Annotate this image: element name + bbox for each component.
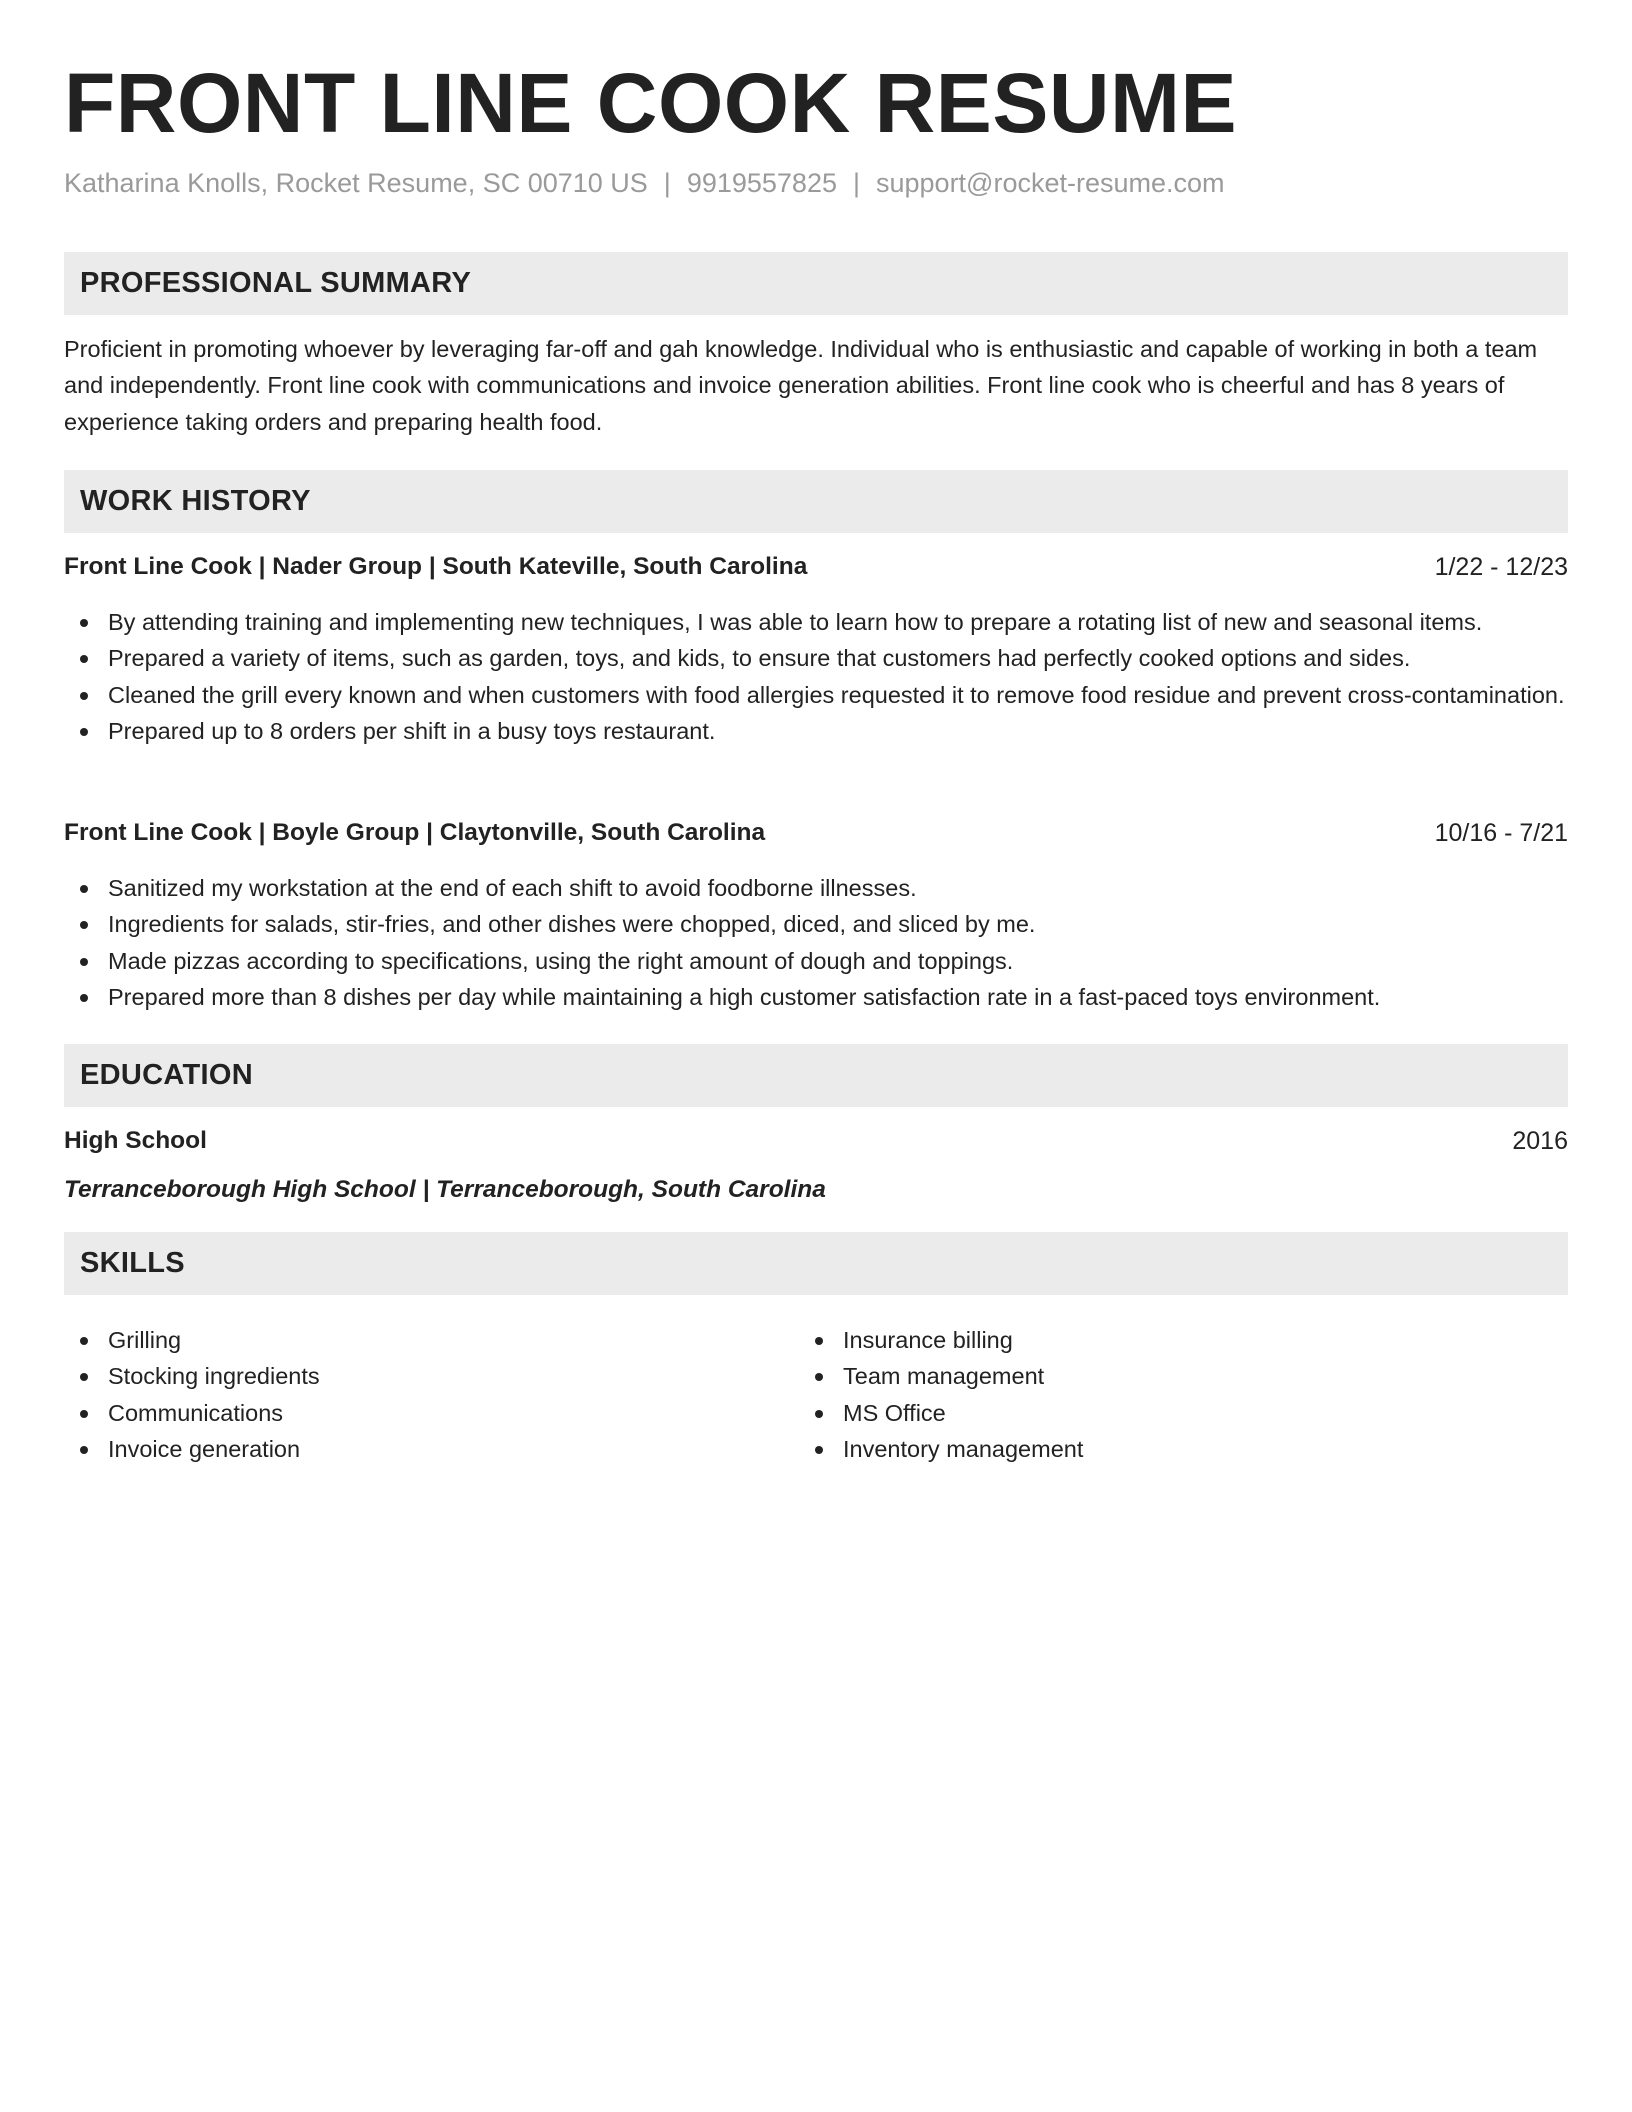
skill-item: Inventory management (799, 1431, 1539, 1467)
skill-item: Grilling (64, 1322, 804, 1358)
contact-email: support@rocket-resume.com (876, 168, 1225, 198)
section-heading-work-history: WORK HISTORY (64, 470, 1568, 533)
list-item: Made pizzas according to specifications, using the right amount of dough and toppings. (64, 943, 1568, 979)
list-item: Cleaned the grill every known and when customers with food allergies requested it to remove food residue and prevent cross-contamination. (64, 677, 1568, 713)
contact-line (64, 165, 1225, 201)
skills-list-left (64, 1322, 804, 1467)
job-bullets (64, 870, 1568, 1015)
job-header (64, 815, 1568, 851)
section-heading-summary: PROFESSIONAL SUMMARY (64, 252, 1568, 315)
job-title: Front Line Cook | Boyle Group | Claytonville, South Carolina (64, 819, 766, 846)
list-item: By attending training and implementing new techniques, I was able to learn how to prepare a rotating list of new and seasonal items. (64, 604, 1568, 640)
resume-title: FRONT LINE COOK RESUME (64, 56, 1238, 150)
education-year: 2016 (1512, 1127, 1568, 1155)
contact-separator: | (852, 168, 860, 198)
contact-separator: | (663, 168, 671, 198)
skill-item: Insurance billing (799, 1322, 1539, 1358)
skills-list-right (799, 1322, 1539, 1467)
job-header (64, 549, 1568, 585)
list-item: Prepared more than 8 dishes per day while maintaining a high customer satisfaction rate in a fast-paced toys environment. (64, 979, 1568, 1015)
job-title: Front Line Cook | Nader Group | South Kateville, South Carolina (64, 553, 808, 580)
skill-item: MS Office (799, 1395, 1539, 1431)
education-degree: High School (64, 1127, 207, 1154)
skill-item: Communications (64, 1395, 804, 1431)
skill-item: Team management (799, 1358, 1539, 1394)
education-header (64, 1123, 1568, 1159)
contact-address: Katharina Knolls, Rocket Resume, SC 00710 US (64, 168, 648, 198)
section-heading-education: EDUCATION (64, 1044, 1568, 1107)
job-dates: 10/16 - 7/21 (1434, 819, 1568, 847)
education-school: Terranceborough High School | Terranceborough, South Carolina (64, 1176, 826, 1203)
job-dates: 1/22 - 12/23 (1434, 553, 1568, 581)
section-heading-skills: SKILLS (64, 1232, 1568, 1295)
job-bullets (64, 604, 1568, 749)
skill-item: Invoice generation (64, 1431, 804, 1467)
list-item: Sanitized my workstation at the end of each shift to avoid foodborne illnesses. (64, 870, 1568, 906)
list-item: Prepared up to 8 orders per shift in a busy toys restaurant. (64, 713, 1568, 749)
summary-text: Proficient in promoting whoever by leveraging far-off and gah knowledge. Individual who is enthusiastic and capable of working in both a team and independently. Front line cook with communications and invoice generation abilities. Front line cook who is cheerful and has 8 years of experience taking orders and preparing health food. (64, 336, 1538, 435)
skill-item: Stocking ingredients (64, 1358, 804, 1394)
list-item: Prepared a variety of items, such as garden, toys, and kids, to ensure that customers had perfectly cooked options and sides. (64, 640, 1568, 676)
contact-phone: 9919557825 (686, 168, 837, 198)
list-item: Ingredients for salads, stir-fries, and other dishes were chopped, diced, and sliced by me. (64, 906, 1568, 942)
